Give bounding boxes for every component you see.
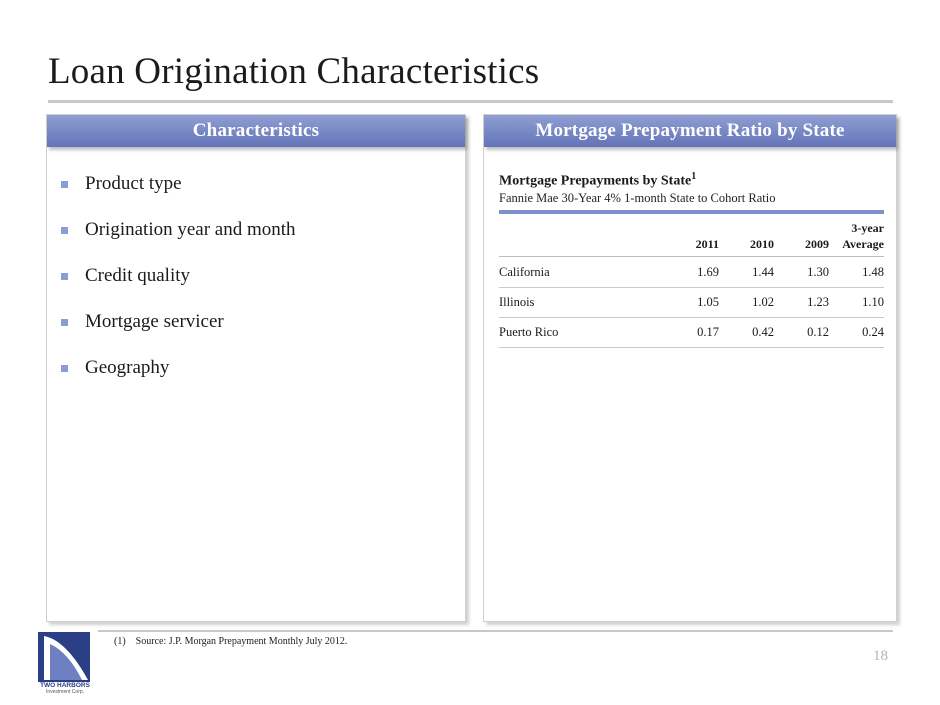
column-header-2011: 2011	[695, 237, 719, 251]
prepayment-header: Mortgage Prepayment Ratio by State	[484, 115, 896, 147]
page-number: 18	[873, 648, 888, 664]
bullet-square-icon	[61, 181, 68, 188]
bullet-square-icon	[61, 273, 68, 280]
characteristics-panel	[46, 114, 466, 622]
bullet-square-icon	[61, 227, 68, 234]
characteristics-header: Characteristics	[47, 115, 465, 147]
list-item: Product type	[61, 173, 296, 219]
list-item: Mortgage servicer	[61, 311, 296, 357]
table-row: Illinois 1.05 1.02 1.23 1.10	[499, 287, 884, 318]
footer-divider	[98, 630, 893, 632]
title-divider	[48, 100, 893, 103]
page-title: Loan Origination Characteristics	[48, 51, 540, 92]
characteristics-list	[61, 173, 296, 403]
list-item: Geography	[61, 357, 296, 403]
footnote: (1) Source: J.P. Morgan Prepayment Monthly July 2012.	[114, 636, 348, 647]
list-item: Credit quality	[61, 265, 296, 311]
bullet-square-icon	[61, 319, 68, 326]
bullet-square-icon	[61, 365, 68, 372]
logo-wordmark: TWO HARBORS Investment Corp.	[40, 682, 90, 695]
column-header-2010: 2010	[750, 237, 774, 251]
table-accent-bar	[499, 210, 884, 214]
table-title: Mortgage Prepayments by State$^1$	[499, 171, 697, 189]
prepayment-panel	[483, 114, 897, 622]
table-row: California 1.69 1.44 1.30 1.48	[499, 257, 884, 288]
column-header-2009: 2009	[805, 237, 829, 251]
table-subtitle: Fannie Mae 30-Year 4% 1-month State to Cohort Ratio	[499, 191, 776, 205]
column-header-average: 3-year Average	[842, 221, 884, 251]
table-row: Puerto Rico 0.17 0.42 0.12 0.24	[499, 317, 884, 348]
list-item: Origination year and month	[61, 219, 296, 265]
